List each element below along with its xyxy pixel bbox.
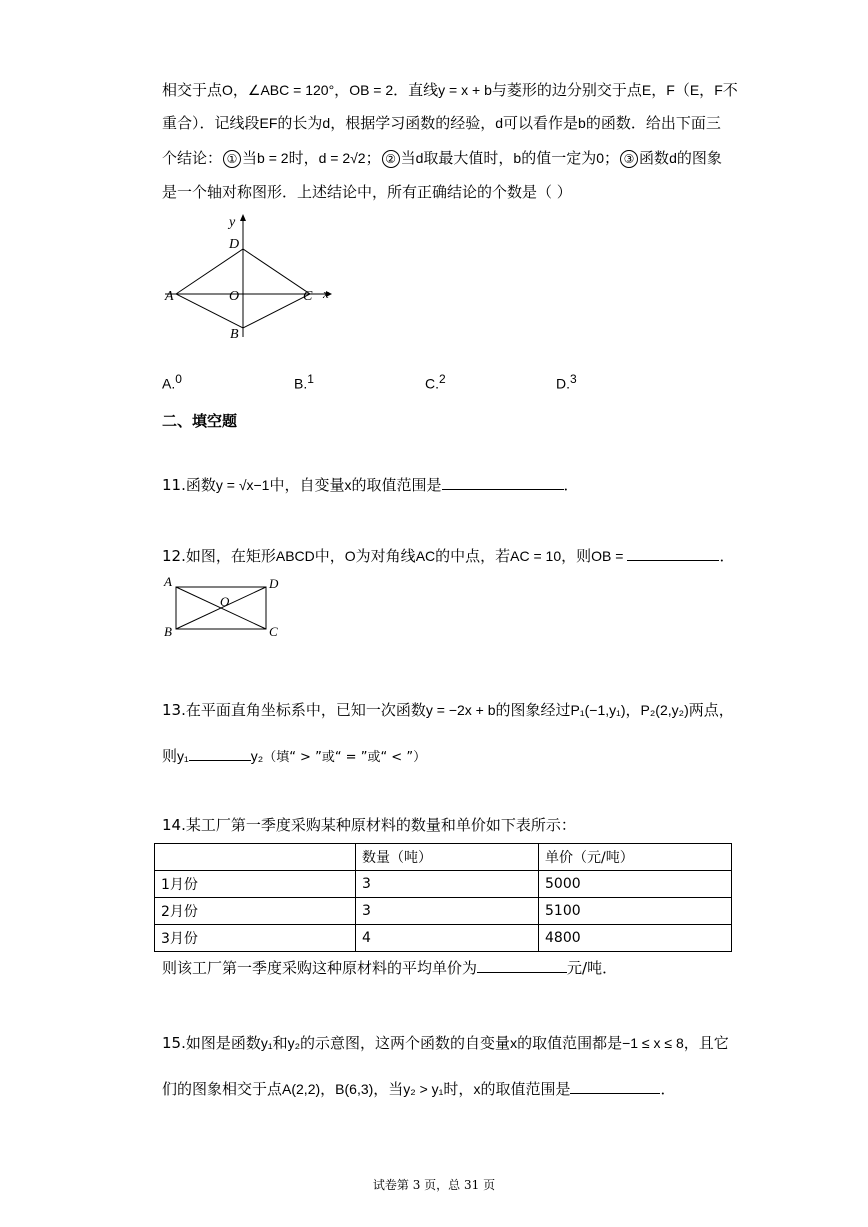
option-c[interactable] <box>425 372 446 392</box>
option-value: 2 <box>439 372 446 386</box>
text: 12.如图，在矩形 <box>162 547 276 565</box>
text: ， <box>334 81 350 99</box>
text: 可以看作是 <box>503 114 579 132</box>
math: b <box>513 150 522 166</box>
math: AC <box>415 548 436 564</box>
math: EF <box>259 115 278 131</box>
math: B(6,3) <box>335 1081 374 1097</box>
answer-blank[interactable] <box>627 544 719 561</box>
table-header: 单价（元/吨） <box>539 844 732 871</box>
option-value: 3 <box>570 372 577 386</box>
math: d <box>495 115 504 131</box>
q14-after <box>162 956 617 978</box>
text: （填“ > ”或“ = ”或“ < ”） <box>263 750 427 765</box>
math: d <box>415 150 424 166</box>
text: ； <box>365 149 381 167</box>
math: x <box>510 1035 518 1051</box>
math: d <box>669 150 677 166</box>
text: 当 <box>400 149 416 167</box>
text: 的长为 <box>277 114 323 132</box>
label-O: O <box>229 289 240 304</box>
math: y = −2x + b <box>425 702 496 718</box>
label-A: A <box>165 289 174 304</box>
q13-line1 <box>162 700 734 720</box>
text: 的值一定为 <box>521 149 597 167</box>
math: b = 2 <box>257 150 289 166</box>
math: y₂ > y₁ <box>403 1081 444 1097</box>
option-letter: A. <box>162 375 176 392</box>
math: d <box>322 115 331 131</box>
label-D: D <box>229 237 240 252</box>
table-cell: 3月份 <box>155 925 356 952</box>
q10-line2 <box>162 113 721 133</box>
text: ； <box>604 149 620 167</box>
text: 当 <box>242 149 258 167</box>
label-O: O <box>220 594 230 609</box>
math: F <box>666 82 675 98</box>
table-row <box>155 898 732 925</box>
label-C: C <box>269 624 278 639</box>
math: y₂ <box>250 748 264 764</box>
label-B: B <box>164 624 172 639</box>
table-cell: 5000 <box>539 871 732 898</box>
text: 15.如图是函数 <box>162 1034 261 1052</box>
math: y = x + b <box>438 82 492 98</box>
answer-blank[interactable] <box>477 956 567 973</box>
text: 的中点，若 <box>435 547 511 565</box>
text: ． <box>719 547 735 565</box>
math: y₂ <box>287 1035 301 1051</box>
answer-blank[interactable] <box>442 473 564 490</box>
text: 和 <box>272 1034 288 1052</box>
text: 与菱形的边分别交于点 <box>491 81 642 99</box>
text: 的取值范围是 <box>351 476 442 494</box>
text: ． <box>660 1080 676 1098</box>
q15-line2 <box>162 1077 675 1099</box>
text: ， <box>320 1080 336 1098</box>
table-cell: 4800 <box>539 925 732 952</box>
text: 的取值范围是 <box>480 1080 571 1098</box>
math: E <box>641 82 652 98</box>
q10-line1 <box>162 80 738 100</box>
text: 们的图象相交于点 <box>162 1080 283 1098</box>
circled-number: ① <box>223 150 241 168</box>
table-header <box>155 844 356 871</box>
math: y₁ <box>260 1035 273 1051</box>
table-row <box>155 925 732 952</box>
text: 则该工厂第一季度采购这种原材料的平均单价为 <box>162 959 478 977</box>
section-title: 二、填空题 <box>162 412 238 430</box>
text: 不 <box>722 81 738 99</box>
label-x: x <box>323 286 329 301</box>
rectangle-figure <box>160 573 285 643</box>
table-cell: 3 <box>356 898 539 925</box>
math: x <box>344 477 352 493</box>
math: x <box>473 1081 481 1097</box>
math: 0 <box>596 150 605 166</box>
q12 <box>162 544 734 566</box>
label-A: A <box>164 574 172 589</box>
label-B: B <box>230 327 239 342</box>
text: 11.函数 <box>162 476 216 494</box>
text: 相交于点 <box>162 81 223 99</box>
table-cell: 3 <box>356 871 539 898</box>
math: A(2,2) <box>282 1081 321 1097</box>
table-header-row <box>155 844 732 871</box>
option-d[interactable] <box>556 372 577 392</box>
option-b[interactable] <box>294 372 314 392</box>
text: 个结论： <box>162 149 223 167</box>
text: 两点， <box>688 701 734 719</box>
math: −1 ≤ x ≤ 8 <box>622 1035 684 1051</box>
option-letter: C. <box>425 375 439 392</box>
text: ，则 <box>561 547 592 565</box>
q10-line4: 是一个轴对称图形．上述结论中，所有正确结论的个数是（ ） <box>162 183 572 201</box>
option-a[interactable] <box>162 372 182 392</box>
label-C: C <box>303 289 313 304</box>
text: ， <box>232 81 248 99</box>
text: 的取值范围都是 <box>517 1034 623 1052</box>
y-axis-arrow <box>240 214 246 221</box>
math: d = 2√2 <box>318 150 366 166</box>
text: 重合）．记线段 <box>162 114 260 132</box>
label-D: D <box>269 576 279 591</box>
text: （ <box>674 81 690 99</box>
math: y₁ <box>177 748 189 764</box>
text: ， <box>625 701 641 719</box>
math: OB = 2 <box>349 82 394 98</box>
math: OB = <box>591 548 624 564</box>
text: 的图象经过 <box>495 701 571 719</box>
text: ，当 <box>373 1080 404 1098</box>
math: P₂(2,y₂) <box>640 702 689 718</box>
label-y: y <box>229 215 236 230</box>
math: O <box>222 82 233 98</box>
text: 中， <box>314 547 345 565</box>
table-cell: 4 <box>356 925 539 952</box>
table-row <box>155 871 732 898</box>
table-header: 数量（吨） <box>356 844 539 871</box>
text: 的图象 <box>676 149 722 167</box>
math: P₁(−1,y₁) <box>570 702 626 718</box>
circled-number: ③ <box>620 150 638 168</box>
price-table <box>154 843 732 952</box>
text: ， <box>651 81 667 99</box>
option-value: 1 <box>307 372 314 386</box>
math: ABCD <box>275 548 315 564</box>
math: F <box>714 82 723 98</box>
circled-number: ② <box>382 150 400 168</box>
page-footer: 试卷第 3 页，总 31 页 <box>372 1178 496 1192</box>
rhombus-figure <box>160 212 340 347</box>
text: 时， <box>288 149 319 167</box>
text: 中，自变量 <box>269 476 345 494</box>
q15-line1 <box>162 1033 729 1053</box>
table-cell: 2月份 <box>155 898 356 925</box>
text: ． <box>563 476 579 494</box>
option-letter: B. <box>294 375 308 392</box>
q14-text: 14.某工厂第一季度采购某种原材料的数量和单价如下表所示： <box>162 816 576 834</box>
table-cell: 5100 <box>539 898 732 925</box>
q10-line3 <box>162 148 722 168</box>
answer-blank[interactable] <box>570 1077 660 1094</box>
text: ．直线 <box>393 81 439 99</box>
text: 取最大值时， <box>423 149 514 167</box>
text: 函数 <box>639 149 670 167</box>
text: ， <box>699 81 715 99</box>
answer-blank[interactable] <box>189 744 251 761</box>
q13-line2 <box>162 744 426 768</box>
text: 13.在平面直角坐标系中，已知一次函数 <box>162 701 426 719</box>
math: y = √x−1 <box>215 477 270 493</box>
text: 为对角线 <box>355 547 416 565</box>
text: 的函数．给出下面三 <box>585 114 721 132</box>
table-cell: 1月份 <box>155 871 356 898</box>
text: 时， <box>443 1080 474 1098</box>
text: 则 <box>162 747 178 765</box>
math: O <box>344 548 356 564</box>
q11 <box>162 473 579 495</box>
math: b <box>578 115 586 131</box>
option-value: 0 <box>175 372 182 386</box>
text: ，且它 <box>683 1034 729 1052</box>
math: ∠ABC = 120° <box>247 82 335 98</box>
text: ，根据学习函数的经验， <box>330 114 496 132</box>
text: 元/吨． <box>567 959 618 977</box>
text: 的示意图，这两个函数的自变量 <box>300 1034 511 1052</box>
math: E <box>689 82 700 98</box>
option-letter: D. <box>556 375 570 392</box>
math: AC = 10 <box>510 548 562 564</box>
